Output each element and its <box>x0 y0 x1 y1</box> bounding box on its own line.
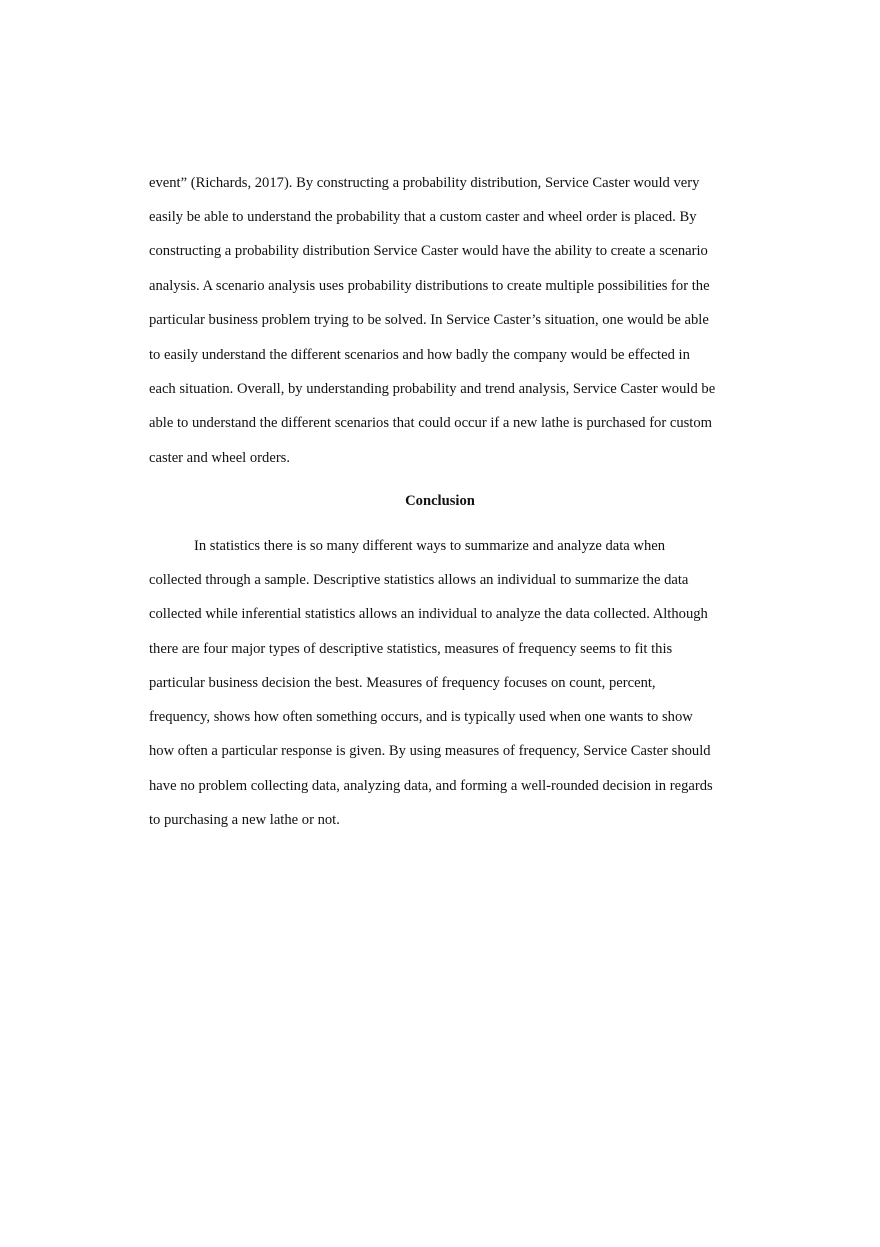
paragraph-line: collected while inferential statistics allows an individual to analyze the data collected. Although <box>149 606 708 622</box>
paragraph-line: to easily understand the different scenarios and how badly the company would be effected in <box>149 347 690 363</box>
paragraph-line: collected through a sample. Descriptive statistics allows an individual to summarize the data <box>149 572 689 588</box>
paragraph-line: have no problem collecting data, analyzing data, and forming a well-rounded decision in regards <box>149 778 713 794</box>
paragraph-line: caster and wheel orders. <box>149 450 291 466</box>
section-heading-conclusion: Conclusion <box>405 493 475 509</box>
paragraph-line: constructing a probability distribution Service Caster would have the ability to create a scenario <box>149 243 708 259</box>
paragraph-line: there are four major types of descriptive statistics, measures of frequency seems to fit this <box>149 641 673 657</box>
paragraph-line: how often a particular response is given. By using measures of frequency, Service Caster should <box>149 743 711 759</box>
paragraph-line: particular business decision the best. Measures of frequency focuses on count, percent, <box>149 675 656 691</box>
paragraph-line: frequency, shows how often something occurs, and is typically used when one wants to show <box>149 709 693 725</box>
paragraph-line: particular business problem trying to be solved. In Service Caster’s situation, one would be able <box>149 312 709 328</box>
paragraph-line: to purchasing a new lathe or not. <box>149 812 340 828</box>
paragraph-line: analysis. A scenario analysis uses probability distributions to create multiple possibilities for the <box>149 278 710 294</box>
paragraph-line: event” (Richards, 2017). By constructing a probability distribution, Service Caster would very <box>149 175 700 191</box>
paragraph-line: easily be able to understand the probability that a custom caster and wheel order is placed. By <box>149 209 697 225</box>
paragraph-line: In statistics there is so many different ways to summarize and analyze data when <box>194 538 666 554</box>
paragraph-line: able to understand the different scenarios that could occur if a new lathe is purchased for custom <box>149 415 713 431</box>
paragraph-line: each situation. Overall, by understanding probability and trend analysis, Service Caster would be <box>149 381 716 397</box>
